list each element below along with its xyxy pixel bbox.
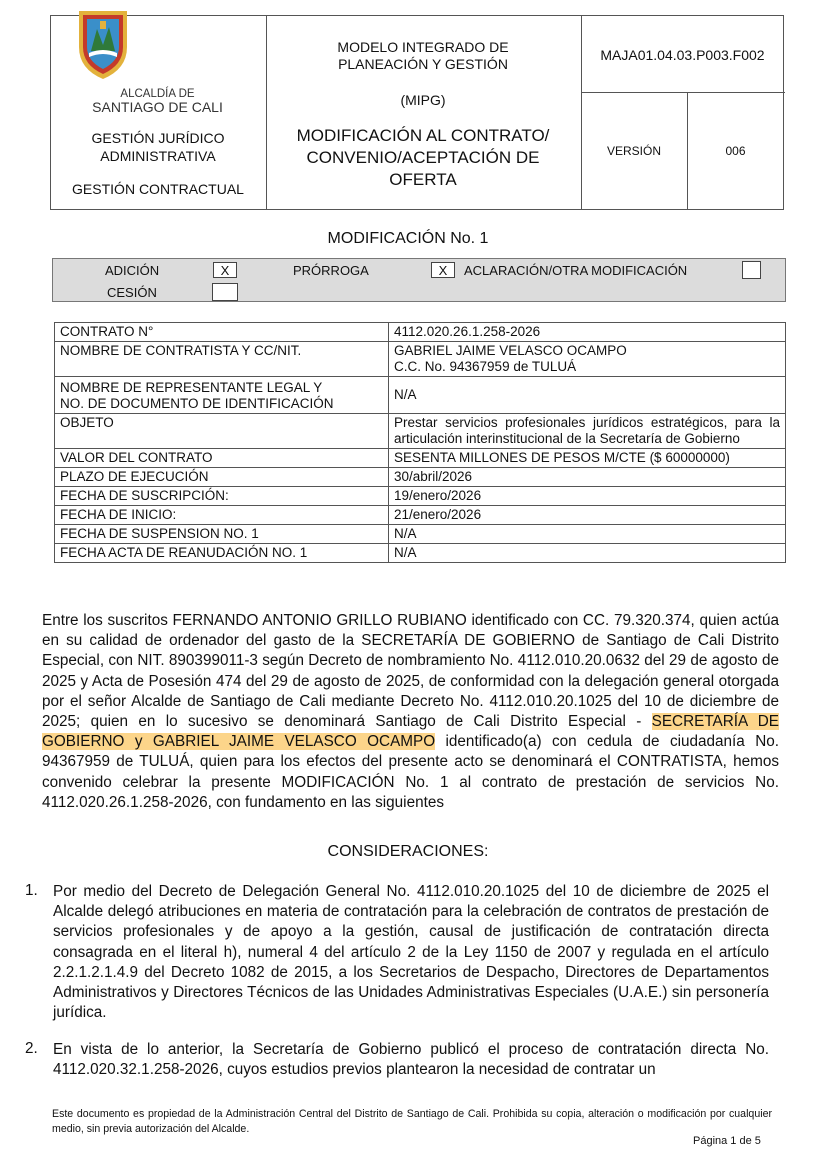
object-label: OBJETO	[55, 414, 389, 449]
logo-line-1: ALCALDÍA DE	[120, 88, 195, 100]
contract-info-table	[54, 322, 786, 563]
intro-text-part-2: identificado(a) con cedula de ciudadanía No. 94367959 de TULUÁ, quien para los efectos del presente acto se denominará el CONTRATISTA, hemos convenido celebrar la presente MODIFICACIÓN No. 1 al contrato de prestación de servicios No. 4112.020.26.1.258-2026, con fundamento en las siguientes	[42, 733, 779, 811]
version-value: 006	[725, 144, 746, 158]
highlighted-parties: SECRETARÍA DE GOBIERNO y GABRIEL JAIME VELASCO OCAMPO	[42, 713, 779, 751]
contractor-name-label: NOMBRE DE CONTRATISTA Y CC/NIT.	[55, 342, 389, 377]
mipg-abbreviation: (MIPG)	[400, 92, 446, 108]
document-code: MAJA01.04.03.P003.F002	[600, 47, 765, 63]
document-title-line-3: OFERTA	[389, 170, 457, 189]
version-label: VERSIÓN	[606, 144, 661, 158]
legal-rep-label-line-2: NO. DE DOCUMENTO DE IDENTIFICACIÓN	[60, 396, 334, 411]
extension-checkbox[interactable]: X	[431, 262, 455, 278]
document-title-line-1: MODIFICACIÓN AL CONTRATO/	[296, 126, 550, 145]
model-line-1: MODELO INTEGRADO DE	[337, 39, 509, 55]
process-name: GESTIÓN CONTRACTUAL	[72, 181, 244, 197]
consideration-number-2: 2.	[25, 1040, 38, 1057]
department-line-2: ADMINISTRATIVA	[100, 148, 216, 164]
contractor-id: C.C. No. 94367959 de TULUÁ	[394, 359, 577, 374]
execution-term-value: 30/abril/2026	[389, 468, 786, 487]
signing-date-label: FECHA DE SUSCRIPCIÓN:	[55, 487, 389, 506]
consideration-1: Por medio del Decreto de Delegación General No. 4112.010.20.1025 del 10 de diciembre de 2025 el Alcalde delegó atribuciones en materia de contratación para la celebración de contratos de prestación de servicios profesionales y de apoyo a la gestión, causal de justificación de contratación directa consagrada en el literal h), numeral 4 del artículo 2 de la Ley 1150 de 2007 y regulada en el artículo 2.2.1.2.1.4.9 del Decreto 1082 de 2015, a los Secretarios de Despacho, Directores de Departamentos Administrativos y Directores Técnicos de las Unidades Administrativas Especiales (U.A.E.) sin personería jurídica.	[53, 883, 769, 1022]
modification-title: MODIFICACIÓN No. 1	[327, 230, 489, 247]
department-line-1: GESTIÓN JURÍDICO	[91, 130, 225, 146]
extension-label: PRÓRROGA	[293, 263, 369, 278]
table-row	[55, 323, 786, 342]
addition-checkbox[interactable]: X	[213, 262, 237, 278]
suspension-date-value: N/A	[389, 525, 786, 544]
object-value: Prestar servicios profesionales jurídicos estratégicos, para la articulación interinstitucional de la Secretaría de Gobierno	[389, 414, 786, 449]
legal-rep-label-line-1: NOMBRE DE REPRESENTANTE LEGAL Y	[60, 380, 323, 395]
consideration-2: En vista de lo anterior, la Secretaría de Gobierno publicó el proceso de contratación directa No. 4112.020.32.1.258-2026, cuyos estudios previos plantearon la necesidad de contratar un	[53, 1041, 769, 1079]
table-row	[55, 544, 786, 563]
legal-rep-value: N/A	[389, 377, 786, 414]
assignment-checkbox[interactable]	[212, 283, 238, 301]
mipg-model	[266, 39, 580, 73]
start-date-label: FECHA DE INICIO:	[55, 506, 389, 525]
contract-number-label: CONTRATO N°	[55, 323, 389, 342]
logo-line-2: SANTIAGO DE CALI	[92, 99, 223, 115]
execution-term-label: PLAZO DE EJECUCIÓN	[55, 468, 389, 487]
table-row	[55, 468, 786, 487]
signing-date-value: 19/enero/2026	[389, 487, 786, 506]
assignment-label: CESIÓN	[107, 285, 157, 300]
contract-number-value: 4112.020.26.1.258-2026	[389, 323, 786, 342]
table-row	[55, 487, 786, 506]
document-title	[266, 125, 580, 191]
table-row	[55, 414, 786, 449]
modification-type-table	[52, 258, 786, 302]
resumption-date-value: N/A	[389, 544, 786, 563]
table-row	[55, 506, 786, 525]
addition-label: ADICIÓN	[105, 263, 160, 278]
logo-caption	[60, 88, 255, 115]
document-title-line-2: CONVENIO/ACEPTACIÓN DE	[306, 148, 540, 167]
contractor-name: GABRIEL JAIME VELASCO OCAMPO	[394, 343, 627, 358]
table-row	[55, 342, 786, 377]
cali-coat-of-arms-logo	[75, 7, 131, 81]
contractor-name-value	[389, 342, 786, 377]
clarification-label: ACLARACIÓN/OTRA MODIFICACIÓN	[464, 263, 688, 278]
intro-paragraph	[42, 611, 779, 813]
consideration-number-1: 1.	[25, 882, 38, 899]
clarification-checkbox[interactable]	[742, 261, 761, 279]
contract-value-label: VALOR DEL CONTRATO	[55, 449, 389, 468]
page-number: Página 1 de 5	[693, 1135, 761, 1147]
legal-rep-label	[55, 377, 389, 414]
table-row	[55, 449, 786, 468]
table-row	[55, 525, 786, 544]
model-line-2: PLANEACIÓN Y GESTIÓN	[338, 56, 508, 72]
suspension-date-label: FECHA DE SUSPENSION NO. 1	[55, 525, 389, 544]
department-name	[52, 129, 264, 165]
resumption-date-label: FECHA ACTA DE REANUDACIÓN NO. 1	[55, 544, 389, 563]
start-date-value: 21/enero/2026	[389, 506, 786, 525]
intro-text-part-1: Entre los suscritos FERNANDO ANTONIO GRILLO RUBIANO identificado con CC. 79.320.374, quien actúa en su calidad de ordenador del gasto de la SECRETARÍA DE GOBIERNO de Santiago de Cali Distrito Especial, con NIT. 890399011-3 según Decreto de nombramiento No. 4112.010.20.0632 del 29 de agosto de 2025 y Acta de Posesión 474 del 29 de agosto de 2025, de conformidad con la delegación general otorgada por el señor Alcalde de Santiago de Cali mediante Decreto No. 4112.010.20.1025 del 10 de diciembre de 2025; quien en lo sucesivo se denominará Santiago de Cali Distrito Especial -	[42, 612, 779, 731]
footer-disclaimer: Este documento es propiedad de la Administración Central del Distrito de Santiago de Cali. Prohibida su copia, alteración o modificación por cualquier medio, sin previa autorización del Alcalde.	[52, 1108, 772, 1135]
contract-value-value: SESENTA MILLONES DE PESOS M/CTE ($ 60000000)	[389, 449, 786, 468]
table-row	[55, 377, 786, 414]
considerations-heading: CONSIDERACIONES:	[327, 843, 489, 860]
